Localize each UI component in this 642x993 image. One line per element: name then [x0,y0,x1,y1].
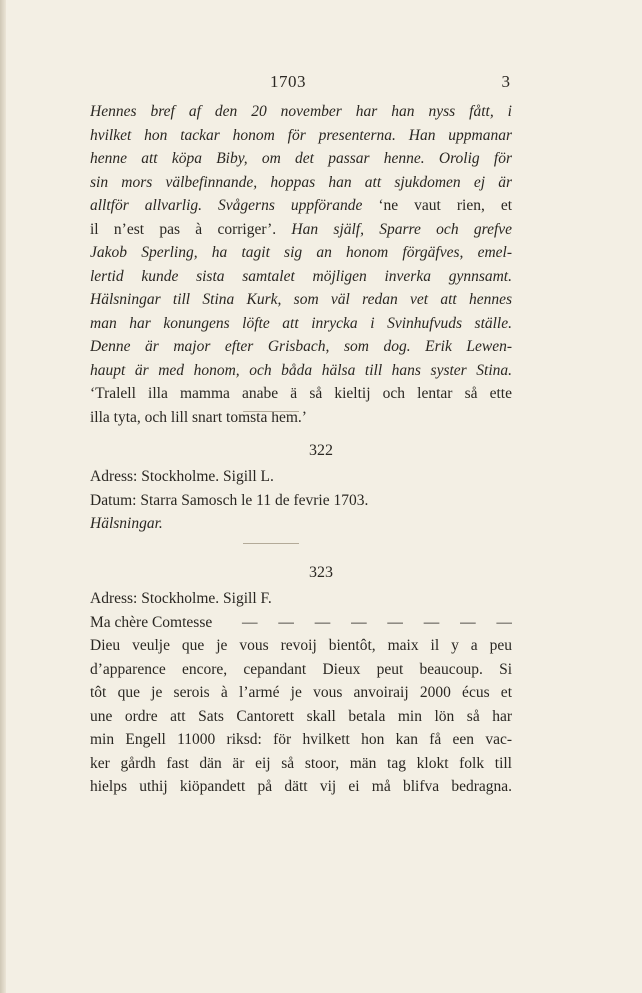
letter-salutation: Ma chère Comtesse [90,613,213,631]
letter-address: Adress: Stockholme. Sigill L. [90,468,274,485]
salutation-line [90,611,512,635]
section-divider [243,411,299,412]
letter-321-summary [90,100,512,429]
page-number: 3 [501,72,510,91]
letter-date: Datum: Starra Samosch le 11 de fevrie 1703. [90,491,369,509]
letter-address: Adress: Stockholme. Sigill F. [90,590,272,607]
body-line: hielps uthij kiöpandett på dätt vij ei må blifva bedragna. [90,778,512,795]
summary-line: hvilket hon tackar honom för presenterna. Han uppmanar [90,126,512,144]
body-line: ker gårdh fast dän är eij så stoor, män tag klokt folk till [90,754,512,772]
summary-line: lertid kunde sista samtalet möjligen inverka gynnsamt. [90,267,512,285]
body-line: min Engell 11000 riksd: för hvilkett hon kan få een vac- [90,731,512,748]
summary-fragment-italic: Han själf, Sparre och grefve [291,220,512,238]
quote-line: ‘Tralell illa mamma anabe ä så kieltij och lentar så ette [90,385,512,402]
summary-line-mixed [90,194,512,218]
body-line: Dieu veulje que je vous revoij bientôt, maix il y a peu [90,637,512,654]
summary-line: Hälsningar till Stina Kurk, som väl redan vet att hennes [90,291,512,308]
summary-line: sin mors välbefinnande, hoppas han att sjukdomen ej är [90,173,512,191]
quote-line: illa tyta, och lill snart tomsta hem.’ [90,408,307,426]
summary-line: Jakob Sperling, ha tagit sig an honom förgäfves, emel- [90,244,512,261]
section-divider [243,543,299,544]
summary-line: Denne är major efter Grisbach, som dog. Erik Lewen- [90,338,512,355]
summary-line: haupt är med honom, och båda hälsa till hans syster Stina. [90,361,512,379]
summary-fragment-quote: il n’est pas à corriger’. [90,220,277,238]
summary-line: henne att köpa Biby, om det passar henne. Orolig för [90,150,512,167]
salutation-dashes: — — — — — — — — [242,613,512,631]
letter-summary: Hälsningar. [90,515,163,532]
letter-322 [90,465,512,536]
summary-line: man har konungens löfte att inrycka i Svinhufvuds ställe. [90,314,512,332]
running-header [90,72,510,94]
summary-line-mixed [90,218,512,242]
letter-number: 323 [309,564,333,581]
body-line: une ordre att Sats Cantorett skall betala min lön så har [90,707,512,725]
header-year: 1703 [270,72,306,91]
body-line: d’apparence encore, cepandant Dieux peut beaucoup. Si [90,660,512,678]
summary-fragment-quote: ‘ne vaut rien, et [378,197,512,214]
body-line: tôt que je serois à l’armé je vous anvoiraij 2000 écus et [90,684,512,701]
page-gutter-shadow [0,0,6,993]
summary-fragment-italic: alltför allvarlig. Svågerns uppförande [90,197,363,214]
letter-number: 322 [309,442,333,459]
summary-line: Hennes bref af den 20 november har han nyss fått, i [90,103,512,120]
letter-323 [90,587,512,799]
